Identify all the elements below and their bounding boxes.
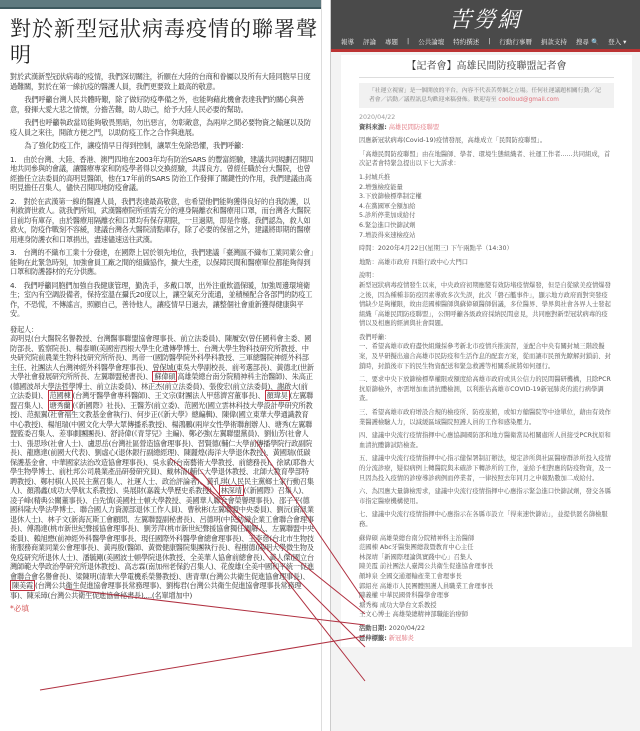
paragraph: 為了強化防疫工作，讓疫情早日得到控制，讓眾生免除恐懼，我們呼籲： [24, 141, 248, 150]
nav-item[interactable]: 行動行事曆 [499, 38, 532, 46]
source-label: 資料來源: [359, 123, 387, 131]
nav-item[interactable]: 公共論壇 [418, 38, 445, 46]
source-link[interactable]: 高雄民間防疫聯盟 [388, 123, 440, 131]
document-top-bar [0, 0, 321, 9]
tag-label: 延伸標籤: [359, 634, 387, 642]
article [341, 55, 632, 647]
signer: 陳義權 中華民國骨科醫學會理事 [359, 592, 450, 600]
source-line [359, 123, 614, 133]
email-link[interactable]: coolloud@gmail.com [498, 96, 559, 103]
signers-text: 高明見(台大醫院名譽教授、台灣醫事聯盟協會理事長、前立法委員)、陳履安(曾任國科會主委、國防部長、監察院長)、楊泰順(美國密西根大學生化遺傳學博士、台灣大學生物科技研究所教授、中央研究院前農業生物科技研究所所長)、馬帝一(國防醫學院外科學科教授、三軍總醫院神經外科部主任、社團法人台灣神經外科醫學會理事長)、曾保城(東吳大學副校長、前考選部長)、黃德北(世新大學社會發展研究所所長、左翼聯盟秘書長)、 [10, 334, 314, 381]
intro: 「高雄民間防疫聯盟」由在地醫師、學者、環境生態組織者、社運工作者......共同組成，首次記者會特緊急提出以下七大訴求： [359, 150, 611, 168]
search-button[interactable]: 搜尋 🔍 [575, 38, 600, 46]
nav-divider: | [407, 37, 410, 45]
signers-label: 發起人： [10, 324, 38, 334]
call-item: 四、建議中央流行疫情指揮中心應協調國防部和地方醫衛當局相關處所人員接受PCR抗原和血清抗體篩試陪檢查。 [359, 432, 611, 449]
tag-link[interactable]: 新冠肺炎 [388, 634, 414, 642]
demand: 3.下放篩檢標準制定權 [359, 193, 422, 201]
statement-title: 對於新型冠狀病毒疫情的聯署聲明 [10, 17, 318, 67]
event-date-label: 活動日期: [359, 624, 387, 632]
call-item: 一、希望高雄市政府盡快組織採參考新北市疫情兵推演習，並配合中央有關封城三階段擬案，及早研擬出適合高雄市民防疫和生活作息的配套方案，從而讓市民預先瞭解封鎖前、封鎖時，封鎖後市下的民生物資配送和緊急救護等相關系統將如何運行。 [359, 343, 611, 370]
signers-text: 高雄榮總台南分院精神科主治醫師)、朱高正(德國波昂大學法哲學博士、前立法委員)、林正杰(前立法委員)、張俊宏(前立法委員)、謝啟大(前立法委員)、 [10, 372, 313, 400]
required-note: *必填 [10, 604, 29, 613]
paragraph: 2. 對於在武漢第一線的醫護人員，我們表達最高敬意，也希望他們能夠獲得良好的自我防護，以利救濟世救人。就我們所知，武漢醫療院所亟需充分的連身隔離衣和醫療用口罩，而台灣各大醫院目前均有庫存，由於醫療用隔離衣和口罩均有保存期限，一旦過期，即是作廢。我們認為，救人如救火，防疫作戰刻不容緩，建議台灣各大醫院清點庫存，除了必要的保留之外，建議將即期的醫療用連身防護衣和口罩捐出，盡速儘速送往武漢。 [10, 196, 311, 244]
paragraph: 對於武漢新型冠狀病毒的疫情，我們深切關注，祈願在大陸的台商和眷屬以及所有大陸同胞早日度過難關，對於在第一線抗疫的醫護人員，我們更要致上最高的敬意。 [10, 72, 311, 91]
signer: 顏坤泉 全國交通運輸產業工會理事長 [359, 572, 462, 580]
nav-item[interactable]: 特約撰述 [453, 38, 480, 46]
coolloud-webpage [330, 0, 640, 731]
event-time: 時間：2020年4月22日(星期三) 下午兩點半（14:30） [359, 245, 513, 253]
nav-item[interactable]: 專題 [385, 38, 398, 46]
boxed-name: 顏瑋昊 [266, 391, 288, 400]
intro: 因應新冠狀病毒(Covid-19)疫情發展，高雄成立「民間防疫聯盟」。 [359, 137, 547, 145]
call-item: 七、建議中央流行疫情指揮中心應指示在各縣市設立「得來速快篩站」，並提供匿名篩檢服務。 [359, 511, 608, 528]
demand-list [359, 173, 614, 240]
signer: 蘇偉碩 高雄榮總台南分院精神科主治醫師 [359, 534, 475, 542]
article-date: 2020/04/22 [359, 114, 396, 121]
explanation [359, 271, 614, 329]
boxed-name: 陳美霞 [12, 581, 33, 590]
signers-list [10, 334, 314, 600]
demand: 5.診所停業加成給付 [359, 212, 416, 220]
login-button[interactable]: 登入 ▾ [608, 38, 627, 46]
site-header [331, 0, 640, 52]
event-date-line [359, 624, 614, 634]
demand: 7.增設得來速檢疫站 [359, 231, 416, 239]
notice-text: 「社運立視窗」是一個開放的平台，內容不代表苦勞網之立場。任何社運議題相關行動／記者會／活動／議程訊息均歡迎來稿發佈。歡迎寄至 [369, 88, 601, 103]
site-logo[interactable]: 苦勞網 [449, 8, 522, 33]
demand: 4.在黨國軍全額加給 [359, 202, 416, 210]
call-item: 三、希望高雄市政府增設合規的檢疫所、防疫旅館，或如方艙醫院等中途單位，藉由有效作業醫護檢驗人力，以減緩區域醫院照護人員的工作和感染壓力。 [359, 409, 611, 426]
article-title: 【記者會】高雄民間防疫聯盟記者會 [359, 57, 614, 78]
call-label: 我們呼籲： [359, 333, 391, 341]
explain-label: 說明： [359, 272, 378, 280]
demand: 6.緊急進口快篩試劑 [359, 221, 416, 229]
event-place: 地點：高雄市政府 四維行政中心大門口 [359, 258, 469, 266]
nav-item[interactable]: 評論 [363, 38, 376, 46]
paragraph: 3. 台灣的不織布工業十分發達，在國際上居於領先地位，我們建議「臺灣區不織布工業同業公會」能夠在此緊急時刻，加強會員工廠之間的組織協作，擴大生產，以保障民間和醫療單位都能夠得到口罩和防護器材的充分供應。 [10, 248, 314, 276]
paragraph: 1. 由於台灣、大陸、香港、澳門四地在2003年均有防治SARS 的豐富經驗，建議共同規劃召開四地共同參與的會議，讓醫療專家和防疫學者得以交換經驗，共謀良方。曾經任職於台大醫院，也曾經擔任立法委員的高明見醫師，他在17年前的SARS 防治工作發揮了關鍵性的作用，我們建議由高明見擔任召集人，儘快召開四地防疫會議。 [10, 154, 313, 192]
nav-divider: | [488, 37, 491, 45]
call-item: 二、要求中央下放篩檢標準權限或額度給高雄市政府或具公信力的民間醫研機構，且除PCR抗原篩檢外，亦需增加血清抗體檢測，以利推估高雄市COVID-19新冠肺炎的流行病學調查。 [359, 376, 611, 403]
call-item: 六、為因應大量篩檢需求，建議中央流行疫情指揮中心應指示緊急進口快篩試劑，發交各縣市指定醫療機構使用。 [359, 488, 611, 505]
signer-list [349, 534, 624, 620]
signer: 陳美霞 前社團法人臺灣公共衛生促進協會理事長 [359, 563, 494, 571]
boxed-name: 林深靖 [220, 486, 242, 495]
main-nav [331, 37, 640, 46]
demand: 1.封城兵推 [359, 173, 391, 181]
paragraph: 我們呼籲台灣人民共體時艱，除了做好防疫準備之外，也能夠藉此機會表達我們的關心與善意，發揮大愛大悲之情懷，分擔苦難，助人助己，給予大陸人民必要的幫助。 [10, 95, 304, 114]
boxed-name: 范國棟 [49, 391, 71, 400]
signers-text: (台灣公共衛生促進協會理事長常務理事)、劉梅君(台灣公共衛生促進協會理事長常務理事)、陳采璋(台灣公共衛生促進協會秘書長)....(名單增加中) [10, 581, 302, 600]
signers-text: (台灣牙醫學會專科醫師)、王文宗(財團法人甲慈濟宮董事長)、 [72, 391, 265, 400]
demand: 2.增強檢疫能量 [359, 183, 403, 191]
boxed-name: 蘇偉碩 [154, 372, 176, 381]
signer: 塘秀梅 成功大學台文系教授 [359, 601, 437, 609]
signer: 王文心博士 高雄榮總精神部職能治療師 [359, 611, 469, 619]
signer: 范國棟 Abc牙醫集團總裁暨教育中心主任 [359, 544, 474, 552]
paragraph: 4. 我們呼籲同胞們加強自我健康管理，勤洗手，多戴口罩，出外注重飲溫保暖，加強周邊環境衛生；室內有空調設備者，保持室溫在攝氏20度以上，讓空氣充分流通，並積極配合各部門的防疫工作，不恐慌，不傳謠言，照顧自己，善待他人，讓疫情早日過去，讓整個社會重新獲得健康與平安。 [10, 280, 313, 318]
signers-text: (《新國際》社長)、王醫芳(前立委)、范國光(國立雲林科技大學設計學研究所教授)、范振翼(社會福生文教基金會執行)、何步正(《新大學》總編輯)、陳偉(國立東華大學通識教育中心教授)、楊旭瑞(中國文化大學大眾傳播系教授)、楊鴻鵬(兩岸女性學術聯創辦人)、塘秀(左翼聯盟監委召集人、差事劇團團長)、舒詩偉(《青芽兒》主編)、鄭必強(左翼聯盟黨員)、劉仙芳(社會人士)、張思珍(社會人士)、盧思岳(台灣社區營造協會理事長)、習賢德(輔仁大學前傳播學院行政副院長)、龍應達(前國大代表)、劉虛心(退休銀行副總經理)、陳麗煌(海洋大學退休教授)、黃國瑞(低碳保護基金會、中華國家法治改造協會理事長)、吳永毅(台南藝術大學教授、前總務長)、徐斌(耶魯大學生物學博士、前杜邦公司農業產品研發研究員)、戴林清(輔仁大學退休教授、北師大教育學部特聘教授)、鄭村棋(人民民主黨召集人、社運人士、政治評論者)、黃孔琪(人民民主黨鄉土家行動召集人)、顏鴻鑫(成功大學航太系教授)、吳展財(嘉義大學歷史系教授)、 [10, 400, 314, 495]
tag-line [359, 634, 614, 644]
boxed-name: 塘秀蘭 [49, 400, 71, 410]
signers-text: (左翼聯盟召集人)、 [10, 391, 314, 410]
signer: 郭紹亮 高雄市人民團體照護人員職業工會理事長 [359, 582, 494, 590]
paragraph: 我們也呼籲執政當局能夠敬畏黑暗，勿出惡言，勿彰敵意，為兩岸之間必要物資之輸運以及防疫人員之來往，開啟方便之門，以助防疫工作之合作與進展。 [10, 118, 311, 137]
event-date: 2020/04/22 [388, 624, 426, 632]
call-item: 五、建議中央流行疫情指揮中心指示健保署制訂辦法，規定診所與社區醫療群診所投入疫情的分流診療，疑似病例上轉醫院與未確診下轉診所的工作，並給予相對應的防疫物資，及一旦因為投入疫情的診療導診病例而停業者，一律按照去年同月之申報點數加二成給付。 [359, 455, 611, 482]
nav-item[interactable]: 捐款支持 [540, 38, 567, 46]
notice-box [359, 83, 614, 108]
nav-item[interactable]: 報導 [341, 38, 354, 46]
explain-text: 新型冠狀病毒疫情發生以來，中央政府初期應變有效防堵疫情爆發，但是自從歐美疫情爆發之後，因為種種非防疫因素導致多次失誤，此次「磐石艦事件」，顯示地方政府面對突發疫情缺少足夠權限，故由范國棟醫師與蘇偉碩醫師倡議，多位醫界、學界與社會各界人士發起組織「高雄民間防疫聯盟」，公開呼籲各級政府採納民間意見，共同應對新型冠狀病毒的疫情以及相應的經濟與社會問題。 [359, 281, 611, 328]
signers-text: (《新國際》召集人)、凌子峰(精典公關董事長)、白先慎(美國杜士頓大學教授、美國華人聯合會榮譽理事長)、邵子平(德國科隆大學法學博士、聯合國人力資源部退休工作人員)、曹秋彬(左翼聯盟中央委員)、劉沅(資訊業退休人士)、林子文(新海瓦斯工會顧問、左翼聯盟副秘書長)、呂德明(中民紡織企業工會聯合會理事長)、傅鴻達(桃市新世紀聲援協會理事長)、劉芳萍(桃市新世紀聲援協會獨任調解人、左翼聯盟中央委員)、賴旭懋(前神經外科醫學會理事長、現任國際外科醫學會總會理事長)、王李慈(台北市生物技術服務商業同業公會理事長)、黃再殷(醫師、黃微健康醫院集團執行長)、程樹德(陽明大學微生物及免疫研究所退休人士)、潘毓剛(美國波士頓學院退休教授、全美華人協會前總會長)、黃人傑(國立台灣師範大學政治學研究所退休教授)、高志霖(南加州老保釣召集人)、花俊雄(全美中國和平統一促進會聯合會名譽會長)、梁陳明(清華大學電機系榮譽教授)、唐青華(台灣公共衛生促進協會理事長)、 [10, 486, 314, 581]
signer: 林深靖「新國際理論與實踐中心」召集人 [359, 553, 473, 561]
